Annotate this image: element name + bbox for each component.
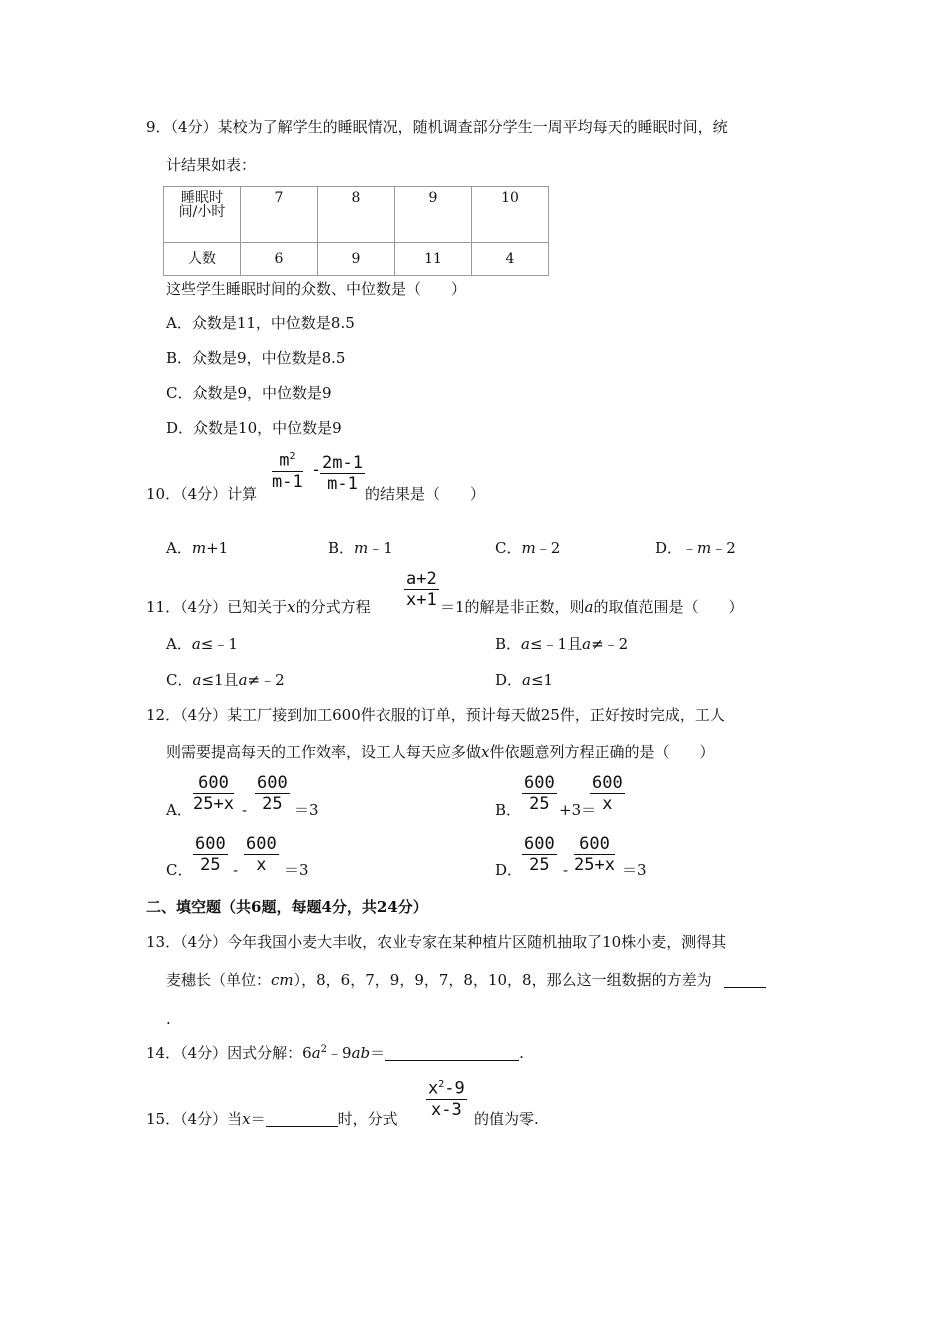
var-a: a xyxy=(521,635,530,653)
q11-stem-b xyxy=(440,600,744,615)
header-line-1: 睡眠时 xyxy=(181,190,223,206)
numerator: 600 xyxy=(574,836,615,855)
q14-stem xyxy=(146,1045,524,1061)
q12-c-fraction-2 xyxy=(244,836,279,874)
q11-fraction xyxy=(404,571,439,609)
exponent: 2 xyxy=(438,1079,445,1090)
var-x: x xyxy=(242,1110,251,1128)
table-cell: 7 xyxy=(241,187,318,243)
stem-text: 的取值范围是（ ） xyxy=(593,598,744,616)
numerator: 600 xyxy=(592,773,623,793)
option-label: D．﹣ xyxy=(655,539,698,557)
q12-option-a-label[interactable]: A． xyxy=(166,801,192,819)
var-a: a xyxy=(582,635,592,653)
denominator: x+1 xyxy=(406,590,437,610)
numerator: 600 xyxy=(524,773,555,793)
option-rest: +1 xyxy=(206,539,229,557)
table-cell: 9 xyxy=(318,243,395,276)
numerator: 600 xyxy=(246,834,277,854)
numerator: 600 xyxy=(193,775,234,794)
q9-question: 这些学生睡眠时间的众数、中位数是（ ） xyxy=(166,280,467,298)
q11-option-c[interactable] xyxy=(166,673,285,688)
q12-option-b-label[interactable]: B． xyxy=(495,801,522,819)
exponent: 2 xyxy=(289,451,296,462)
table-header-cell xyxy=(164,187,241,243)
q12-c-operator: - xyxy=(233,861,239,879)
stem-text: 件依题意列方程正确的是（ ） xyxy=(489,743,715,761)
answer-blank[interactable] xyxy=(724,973,766,988)
q12-d-operator: - xyxy=(563,861,569,879)
q9-stem: 9．（4分）某校为了解学生的睡眠情况，随机调查部分学生一周平均每天的睡眠时间，统 xyxy=(146,118,728,136)
q12-a-fraction-2 xyxy=(255,775,290,813)
var-m: m xyxy=(191,539,207,557)
stem-text: 时，分式 xyxy=(337,1110,398,1128)
denominator: 25+x xyxy=(574,855,615,875)
numerator-rest: -9 xyxy=(444,1078,465,1099)
option-rest: ﹣2 xyxy=(711,539,736,557)
stem-text: 15．（4分）当 xyxy=(146,1110,243,1128)
q12-a-operator: - xyxy=(242,801,248,819)
q15-stem-a xyxy=(146,1112,398,1127)
q12-d-fraction-1 xyxy=(522,836,557,874)
q12-a-result: ＝3 xyxy=(294,801,319,819)
option-label: A． xyxy=(166,635,192,653)
denominator: x xyxy=(256,855,267,875)
denominator: 25 xyxy=(529,855,550,875)
equals: ＝ xyxy=(250,1110,266,1128)
q10-prefix: 10．（4分）计算 xyxy=(146,485,258,503)
table-cell: 6 xyxy=(241,243,318,276)
numerator: 600 xyxy=(524,834,555,854)
q15-suffix: 的值为零. xyxy=(474,1110,539,1128)
q12-a-fraction-1 xyxy=(193,775,234,813)
q10-option-d[interactable] xyxy=(655,541,736,556)
var-a: a xyxy=(192,671,202,689)
var-x: x xyxy=(287,598,296,616)
q12-stem-line2 xyxy=(166,745,715,760)
q12-option-c-label[interactable]: C． xyxy=(166,861,193,879)
denominator: 25 xyxy=(529,794,550,814)
numerator: 600 xyxy=(257,773,288,793)
q13-period: . xyxy=(166,1010,171,1028)
table-cell: 9 xyxy=(395,187,472,243)
denominator: m-1 xyxy=(327,474,358,494)
q10-option-c[interactable] xyxy=(495,541,560,556)
q10-option-b[interactable] xyxy=(328,541,393,556)
q11-option-a[interactable] xyxy=(166,637,238,652)
option-rest: ≤1且 xyxy=(201,671,239,689)
var-ab: ab xyxy=(351,1044,371,1062)
period: . xyxy=(519,1044,524,1062)
var-a: a xyxy=(311,1044,321,1062)
var-m: m xyxy=(697,539,712,557)
section-heading: 二、填空题（共6题，每题4分，共24分） xyxy=(146,898,428,916)
var-m: m xyxy=(521,539,536,557)
option-label: D． xyxy=(495,671,523,689)
table-cell: 11 xyxy=(395,243,472,276)
option-label: A． xyxy=(166,539,192,557)
answer-blank[interactable] xyxy=(385,1046,519,1061)
option-rest: ≤﹣1 xyxy=(200,635,238,653)
q11-option-b[interactable] xyxy=(495,637,628,652)
answer-blank[interactable] xyxy=(266,1112,338,1127)
q10-fraction-1 xyxy=(272,452,303,491)
q13-stem-line1: 13．（4分）今年我国小麦大丰收，农业专家在某种植片区随机抽取了10株小麦，测得其 xyxy=(146,933,727,951)
q9-stem-cont: 计结果如表： xyxy=(166,156,257,174)
stem-text: ＝1的解是非正数，则 xyxy=(440,598,585,616)
q12-d-result: ＝3 xyxy=(622,861,647,879)
q12-d-fraction-2 xyxy=(574,836,615,874)
stem-text: 的分式方程 xyxy=(295,598,371,616)
var-a: a xyxy=(522,671,531,689)
q12-b-operator: +3＝ xyxy=(559,801,597,819)
table-cell: 8 xyxy=(318,187,395,243)
header-line-2: 间/小时 xyxy=(178,204,226,220)
q9-option-c[interactable]: C．众数是9，中位数是9 xyxy=(166,384,332,402)
q11-option-d[interactable] xyxy=(495,673,553,688)
stem-text: 麦穗长（单位： xyxy=(166,971,272,989)
numerator: a+2 xyxy=(406,569,437,589)
numerator: 600 xyxy=(195,834,226,854)
sleep-table xyxy=(163,186,549,276)
denominator: 25 xyxy=(200,855,221,875)
var-a: a xyxy=(238,671,248,689)
unit-cm: cm xyxy=(271,971,294,989)
option-rest: ﹣2 xyxy=(535,539,561,557)
option-rest: ≠﹣2 xyxy=(591,635,629,653)
var-a: a xyxy=(584,598,594,616)
stem-text: 则需要提高每天的工作效率，设工人每天应多做 xyxy=(166,743,482,761)
denominator: x xyxy=(602,794,613,814)
denominator: x-3 xyxy=(431,1099,462,1120)
q12-c-fraction-1 xyxy=(193,836,228,874)
exponent: 2 xyxy=(320,1044,328,1055)
q9-option-d[interactable]: D．众数是10，中位数是9 xyxy=(166,419,342,437)
option-rest: ≤﹣1且 xyxy=(529,635,583,653)
var-a: a xyxy=(191,635,201,653)
table-cell: 4 xyxy=(472,243,549,276)
q12-stem-line1: 12．（4分）某工厂接到加工600件衣服的订单，预计每天做25件，正好按时完成，工人 xyxy=(146,706,725,724)
table-cell: 10 xyxy=(472,187,549,243)
denominator: 25+x xyxy=(193,794,234,814)
numerator: 2m-1 xyxy=(322,453,363,473)
option-label: C． xyxy=(166,671,193,689)
q11-stem-a xyxy=(146,600,371,615)
equals: ＝ xyxy=(370,1044,386,1062)
option-label: C． xyxy=(495,539,522,557)
table-row-label: 人数 xyxy=(164,243,241,276)
q10-fraction-2 xyxy=(320,455,365,493)
option-label: B． xyxy=(495,635,522,653)
q12-b-fraction-1 xyxy=(522,775,557,813)
q12-b-fraction-2 xyxy=(590,775,625,813)
denominator: m-1 xyxy=(272,471,303,492)
q13-stem-line2 xyxy=(166,973,766,988)
stem-text: 11．（4分）已知关于 xyxy=(146,598,288,616)
q15-fraction xyxy=(426,1080,467,1119)
q9-option-a[interactable]: A．众数是11，中位数是8.5 xyxy=(166,314,355,332)
var-m: m xyxy=(354,539,369,557)
option-rest: ≠﹣2 xyxy=(247,671,285,689)
q10-suffix: 的结果是（ ） xyxy=(365,485,486,503)
numerator: m xyxy=(279,450,290,471)
q10-option-a[interactable] xyxy=(166,541,228,556)
denominator: 25 xyxy=(262,794,283,814)
option-rest: ﹣1 xyxy=(368,539,393,557)
option-rest: ≤1 xyxy=(530,671,554,689)
q12-c-result: ＝3 xyxy=(284,861,309,879)
var-x: x xyxy=(481,743,490,761)
q10-minus: - xyxy=(311,460,322,480)
stem-text: ﹣9 xyxy=(327,1044,352,1062)
option-label: B． xyxy=(328,539,355,557)
stem-text: 14．（4分）因式分解：6 xyxy=(146,1044,312,1062)
stem-text: ），8，6，7，9，9，7，8，10，8，那么这一组数据的方差为 xyxy=(293,971,712,989)
numerator-var: x xyxy=(428,1078,439,1099)
q9-option-b[interactable]: B．众数是9，中位数是8.5 xyxy=(166,349,346,367)
q12-option-d-label[interactable]: D． xyxy=(495,861,523,879)
